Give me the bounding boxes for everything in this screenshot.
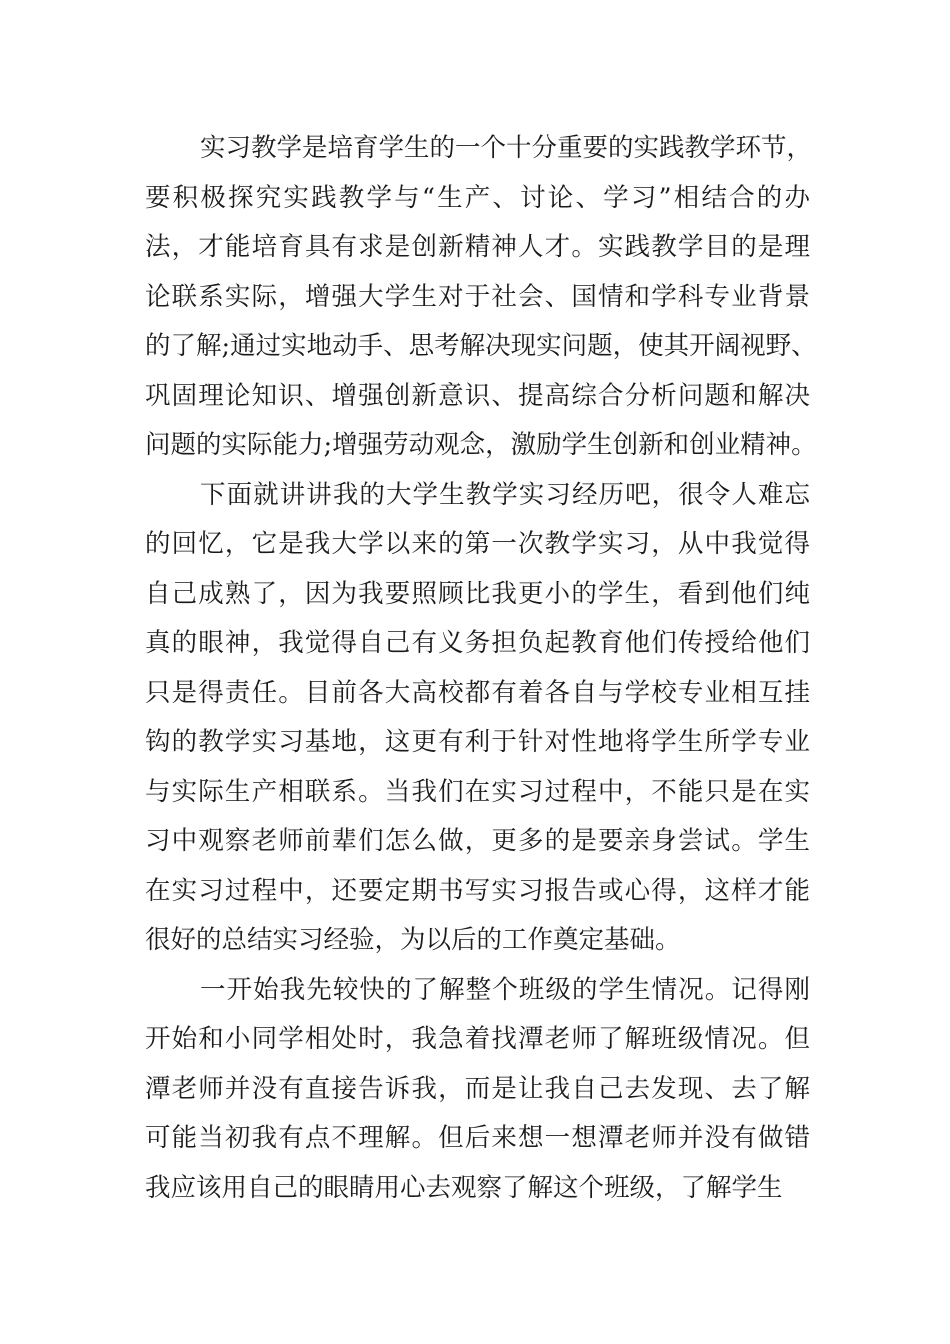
text-line: 一开始我先较快的了解整个班级的学生情况。记得刚 [200,974,810,1005]
text-line: 要积极探究实践教学与“生产、讨论、学习”相结合的办 [145,182,810,213]
text-line: 的回忆，它是我大学以来的第一次教学实习，从中我觉得 [145,529,810,559]
text-line: 下面就讲讲我的大学生教学实习经历吧，很令人难忘 [200,479,810,510]
text-line: 与实际生产相联系。当我们在实习过程中，不能只是在实 [145,776,810,807]
text-line: 潭老师并没有直接告诉我，而是让我自己去发现、去了解 [145,1073,810,1104]
text-line: 问题的实际能力;增强劳动观念，激励学生创新和创业精神。 [145,430,817,460]
document-body [145,124,817,1213]
text-line: 实习教学是培育学生的一个十分重要的实践教学环节， [200,133,813,163]
text-line: 可能当初我有点不理解。但后来想一想潭老师并没有做错 [145,1123,810,1153]
text-line: 开始和小同学相处时，我急着找潭老师了解班级情况。但 [145,1024,810,1054]
text-line: 巩固理论知识、增强创新意识、提高综合分析问题和解决 [145,380,810,411]
text-line: 真的眼神，我觉得自己有义务担负起教育他们传授给他们 [145,628,810,658]
text-line: 我应该用自己的眼睛用心去观察了解这个班级，了解学生 [145,1172,783,1203]
paragraph-1 [145,124,817,471]
text-line: 的了解;通过实地动手、思考解决现实问题，使其开阔视野、 [145,331,817,361]
text-line: 论联系实际，增强大学生对于社会、国情和学科专业背景 [145,281,810,312]
text-line: 只是得责任。目前各大高校都有着各自与学校专业相互挂 [145,677,810,708]
text-line: 自己成熟了，因为我要照顾比我更小的学生，看到他们纯 [145,578,810,609]
text-line: 习中观察老师前辈们怎么做，更多的是要亲身尝试。学生 [145,826,810,856]
paragraph-2 [145,471,810,966]
text-line: 很好的总结实习经验，为以后的工作奠定基础。 [145,925,681,955]
paragraph-3 [145,966,810,1214]
text-line: 法，才能培育具有求是创新精神人才。实践教学目的是理 [145,232,810,262]
text-line: 钩的教学实习基地，这更有利于针对性地将学生所学专业 [145,727,810,757]
text-line: 在实习过程中，还要定期书写实习报告或心得，这样才能 [145,875,810,906]
